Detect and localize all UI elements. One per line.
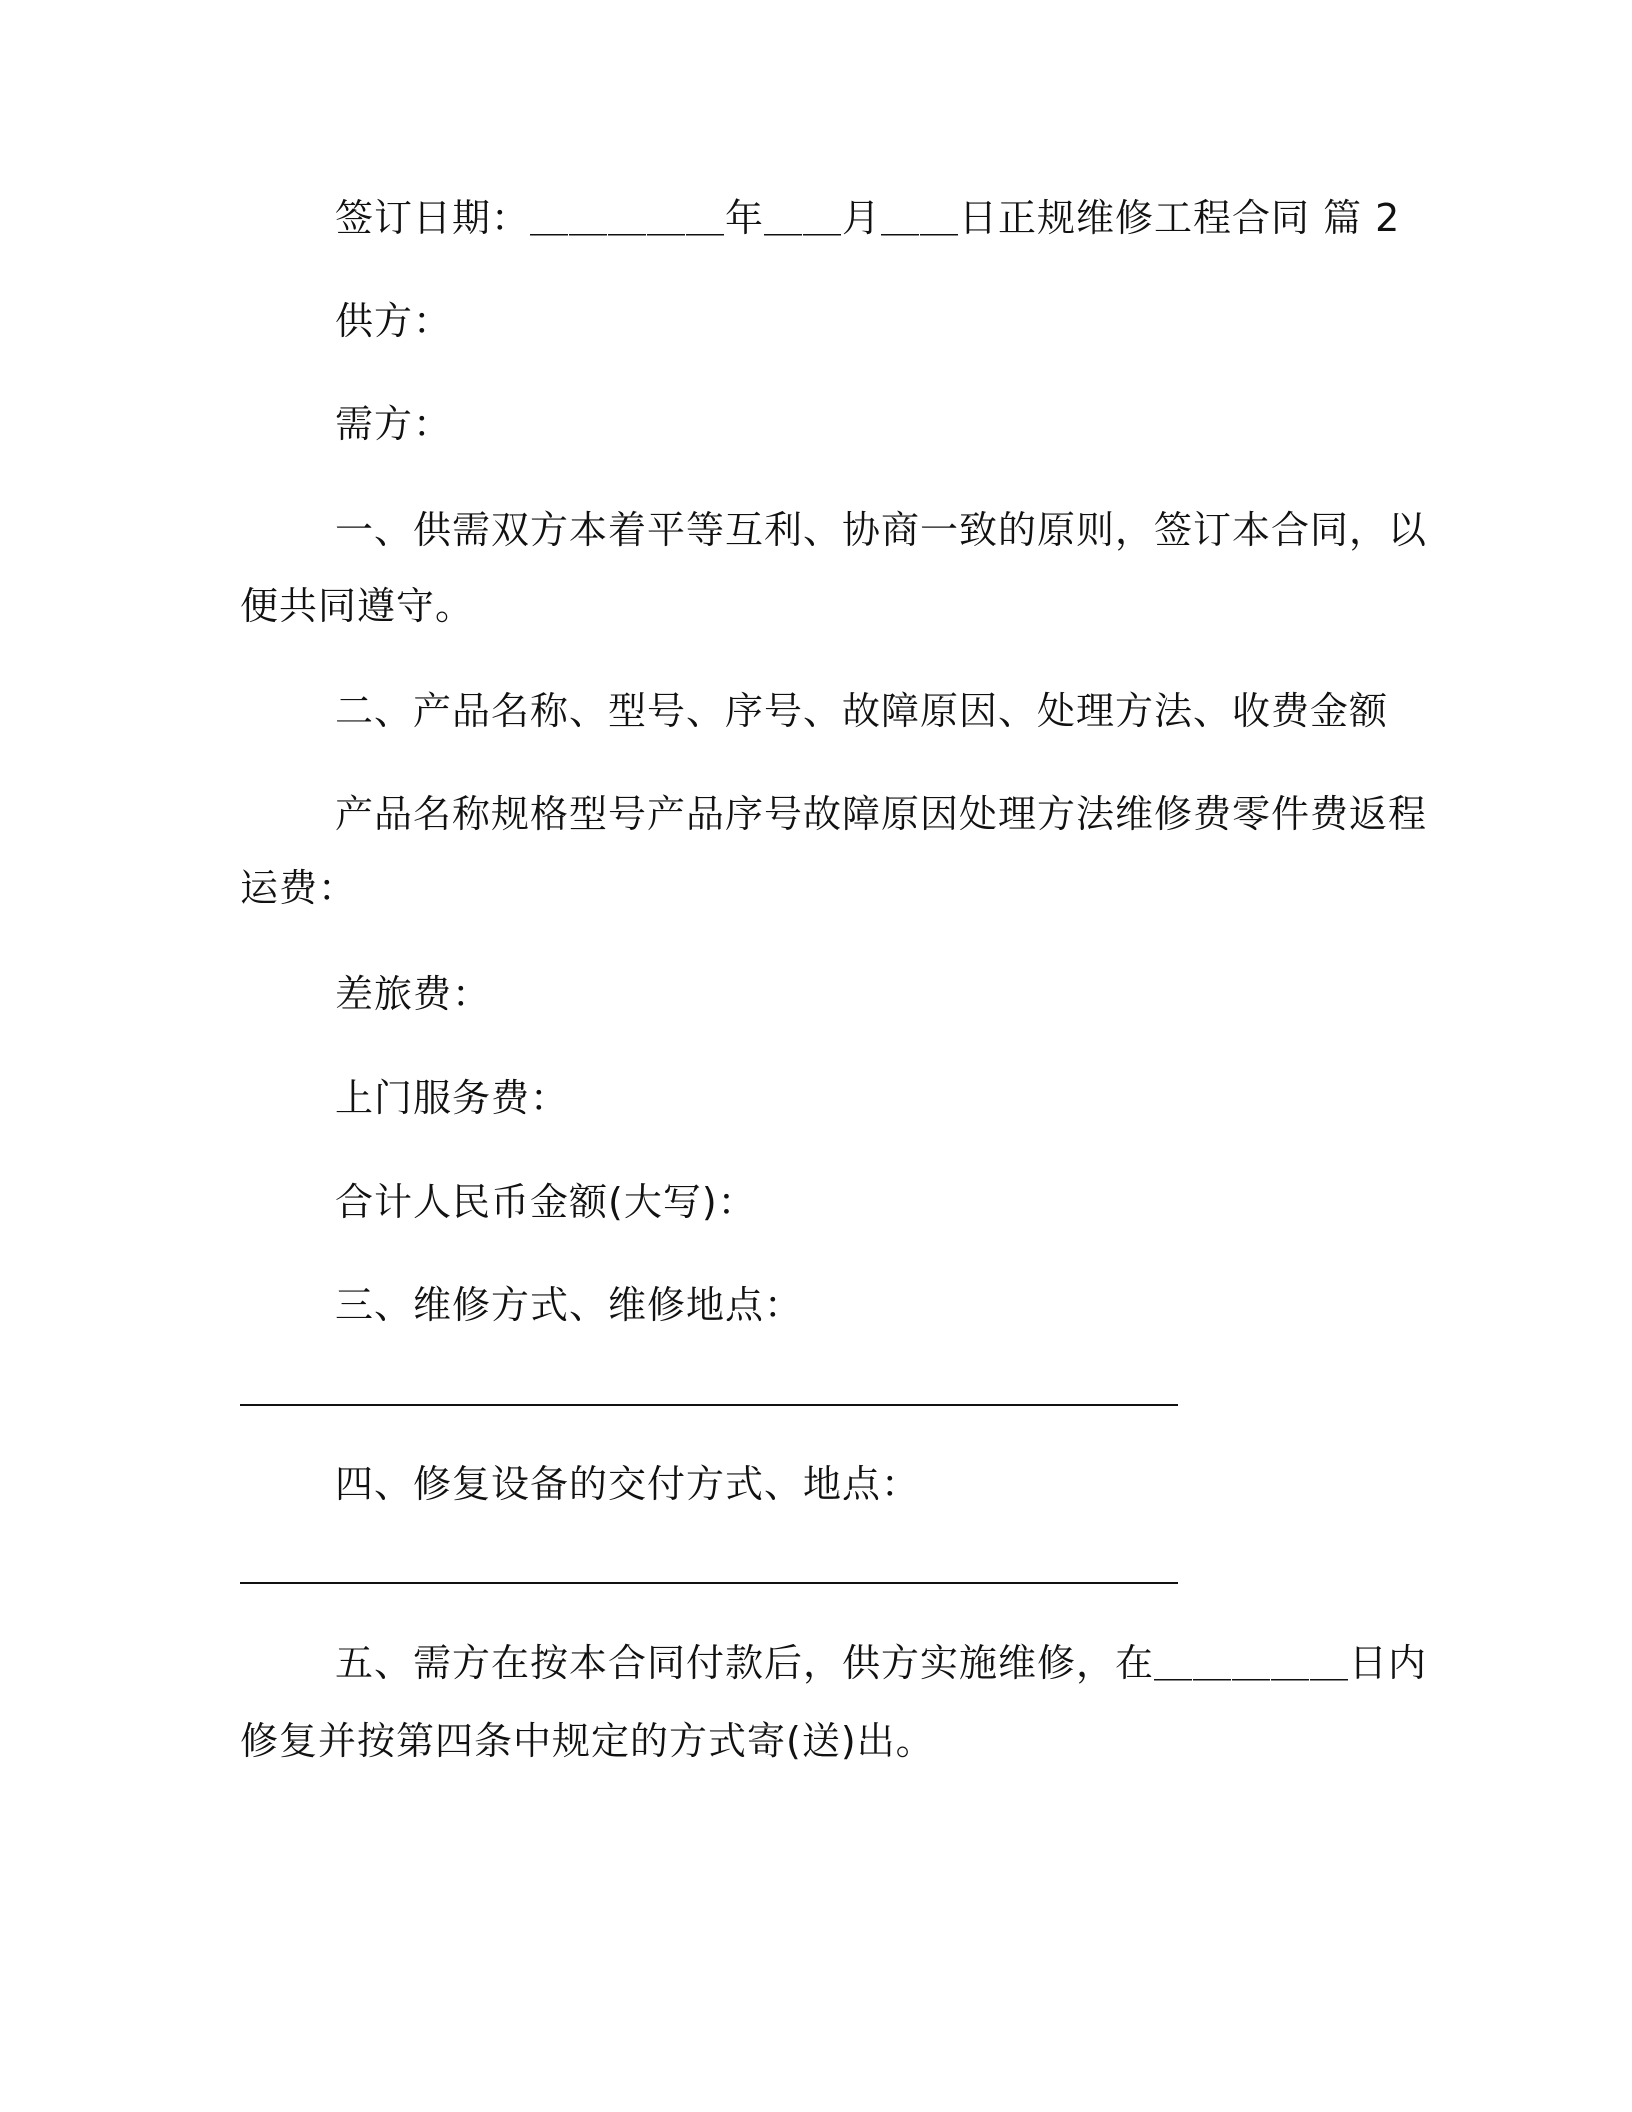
travel-fee-line: 差旅费： <box>335 972 492 1016</box>
buyer-line: 需方： <box>335 402 453 446</box>
clause-1-line-1: 一、供需双方本着平等互利、协商一致的原则，签订本合同，以 <box>335 508 1428 552</box>
clause-2-heading: 二、产品名称、型号、序号、故障原因、处理方法、收费金额 <box>335 689 1389 733</box>
supplier-line: 供方： <box>335 299 453 343</box>
clause-3-heading: 三、维修方式、维修地点： <box>335 1283 804 1327</box>
signing-date-line: 签订日期：＿＿＿＿＿年＿＿月＿＿日正规维修工程合同 篇 2 <box>335 196 1401 240</box>
clause-5-line-2: 修复并按第四条中规定的方式寄(送)出。 <box>240 1719 935 1763</box>
clause-1-line-2: 便共同遵守。 <box>240 584 475 628</box>
clause-4-heading: 四、修复设备的交付方式、地点： <box>335 1462 921 1506</box>
total-amount-line: 合计人民币金额(大写)： <box>335 1180 757 1224</box>
product-fields-line-2: 运费： <box>240 866 358 910</box>
repair-location-blank <box>240 1404 1178 1406</box>
delivery-location-blank <box>240 1582 1178 1584</box>
clause-5-line-1: 五、需方在按本合同付款后，供方实施维修，在＿＿＿＿＿日内 <box>335 1641 1428 1685</box>
onsite-fee-line: 上门服务费： <box>335 1076 570 1120</box>
product-fields-line-1: 产品名称规格型号产品序号故障原因处理方法维修费零件费返程 <box>335 792 1428 836</box>
